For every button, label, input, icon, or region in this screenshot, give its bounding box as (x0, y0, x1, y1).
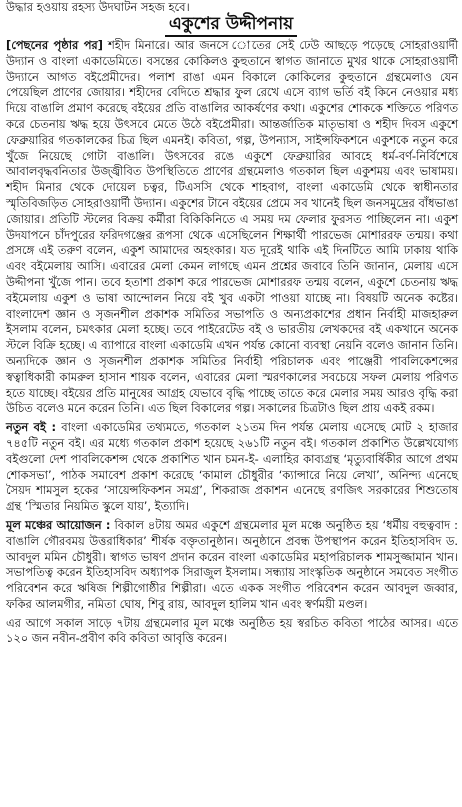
subheading-new-books: নতুন বই : (6, 420, 57, 435)
continuation-marker: [পেছনের পৃষ্ঠার পর] (6, 38, 103, 52)
paragraph-text: বাংলা একাডেমির তথ্যমতে, গতকাল ২১তম দিন পর্যন্ত মেলায় এসেছে মোট ২ হাজার ৭৪৫টি নতুন বই। এর মধ্যে গতকাল প্রকাশ হয়েছে ২৬১টি নতুন বই। গতকাল প্রকাশিত উল্লেখযোগ্য বইগুলো দেশ পাবলিকেশন্স থেকে প্রকাশিত খান চমন-ই- এলাহির কাব্যগ্রন্থ ‘মৃত্যুবার্ষিকীর আগে প্রথম শোকসভা’, পাঠক সমাবেশ প্রকাশ করেছে ‘কামাল চৌধুরীর ‘ক্যান্সারে নিয়ে লেখা’, অনিন্দ্য এনেছে সৈয়দ শামসুল হকের ‘সায়েন্সফিকশন সমগ্র’, শিকরাজ প্রকাশন এনেছে রণজিৎ সরকারের শিশুতোষ গ্রন্থ ‘স্মিতার নিয়মিত স্কুলে যায়’, ইত্যাদি। (6, 420, 458, 514)
paragraph-text: বিকাল ৪টায় অমর একুশে গ্রন্থমেলার মূল মঞ্চে অনুষ্ঠিত হয় ‘ধর্মীয় বহুত্ববাদ : বাঙালি গৌরবময় উত্তরাধিকার’ শীর্ষক বক্তৃতানুষ্ঠান। অনুষ্ঠানে প্রবন্ধ উপস্থাপন করেন ইতিহাসবিদ ড. আবদুল মমিন চৌধুরী। স্বাগত ভাষণ প্রদান করেন বাংলা একাডেমির মহাপরিচালক শামসুজ্জামান খান। সভাপতিত্ব করেন ইতিহাসবিদ অধ্যাপক সিরাজুল ইসলাম। সন্ধ্যায় সাংস্কৃতিক অনুষ্ঠানে সমবেত সংগীত পরিবেশন করে ঋষিজ শিল্পীগোষ্ঠীর শিল্পীরা। এতে একক সংগীত পরিবেশন করেন আবদুল জব্বার, ফকির আলমগীর, নমিতা ঘোষ, শিবু রায়, আবদুল হালিম খান এবং স্বর্ণময়ী মণ্ডল। (6, 517, 458, 611)
article-paragraph-4 (6, 616, 458, 648)
headline: একুশের উদ্দীপনায় (165, 13, 297, 37)
article-paragraph-2 (6, 420, 458, 515)
subheading-main-stage: মূল মঞ্চের আয়োজন : (6, 517, 111, 532)
article-paragraph-3 (6, 518, 458, 613)
headline-wrapper (0, 13, 462, 37)
paragraph-text: শহীদ মিনারে। আর জনসে োতের সেই ঢেউ আছড়ে পড়েছে সোহরাওয়ার্দী উদ্যান ও বাংলা একাডেমিতে। বসন্তের কোকিলও কুহুতানে স্বাগত জানাতে মুখর থাকে সোহরাওয়ার্দী উদ্যানে আগত বইপ্রেমীদের। পলাশ রাঙা এমন বিকালে কোকিলের কুহুতানে গ্রন্থমেলাও যেন পেয়েছিল প্রাণের জোয়ার। শহীদের বেদিতে শ্রদ্ধার ফুল রেখে এসে ব্যাগ ভর্তি বই কিনে নেওয়ার মধ্য দিয়ে বাঙালি প্রমাণ করেছে বইয়ের প্রতি বাঙালির আকর্ষণের কথা। একুশের শোককে শক্তিতে পরিণত করে চেতনায় ঋদ্ধ হয়ে উৎসবে মেতে উঠে বইপ্রেমীরা। আন্তর্জাতিক মাতৃভাষা ও শহীদ দিবস একুশে ফেব্রুয়ারির গতকালকের চিত্র ছিল এমনই। কবিতা, গল্প, উপন্যাস, সাইন্সফিকশনে একুশকে নতুন করে খুঁজে নিয়েছে গোটা বাঙালি। উৎসবের রঙে একুশে ফেব্রুয়ারির আবহে ধর্ম-বর্ণ-নির্বিশেষে আবালবৃদ্ধবনিতার উজ্জ্বীবিত উপস্থিতিতে প্রাণের গ্রন্থমেলাও গতকাল ছিল একুশময় এবং ভাষাময়। শহীদ মিনার থেকে দোয়েল চত্বর, টিএসসি থেকে শাহবাগ, বাংলা একাডেমি থেকে স্বাধীনতার স্মৃতিবিজড়িত সোহরাওয়ার্দী উদ্যান। একুশের টানে বইয়ের প্রেমে সব খানেই ছিল জনসমুদ্রের বাঁধভাঙা জোয়ার। প্রতিটি স্টলের বিক্রয় কর্মীরা বিকিকিনিতে এ সময় দম ফেলার ফুরসত পাচ্ছিলেন না। একুশ উদযাপনে চাঁদপুরের ফরিদগঞ্জের রূপসা থেকে এসেছিলেন শিক্ষার্থী পারভেজ মোশাররফ তন্ময়। কথা প্রসঙ্গে এই তরুণ বলেন, একুশ আমাদের অহংকার। যত দূরেই থাকি এই দিনটিতে আমি ঢাকায় থাকি এবং বইমেলায় আসি। এবারের মেলা কেমন লাগছে এমন প্রশ্নের জবাবে তিনি জানান, মেলায় এসে উদ্দীপনা খুঁজে পান। তবে হতাশা প্রকাশ করে পারভেজ মোশাররফ তন্ময় বলেন, একুশে চেতনায় ঋদ্ধ বইমেলায় একুশ ও ভাষা আন্দোলন নিয়ে বই খুব একটা পাওয়া যাচ্ছে না। বিষয়টি অনেক কষ্টের। বাংলাদেশ জ্ঞান ও সৃজনশীল প্রকাশক সমিতির সভাপতি ও অন্যপ্রকাশের প্রধান নির্বাহী মাজহারুল ইসলাম বলেন, চমৎকার মেলা হচ্ছে। তবে পাইরেটেড বই ও ভারতীয় লেখকদের বই একখানে অনেক স্টলে বিক্রি হচ্ছে। এ ব্যাপারে বাংলা একাডেমি এখন পর্যন্ত কোনো ব্যবস্থা নেয়নি বলেও জানান তিনি। অন্যদিকে জ্ঞান ও সৃজনশীল প্রকাশক সমিতির নির্বাহী পরিচালক এবং পাঞ্জেরী পাবলিকেশন্সের স্বত্বাধিকারী কামরুল হাসান শায়ক বলেন, এবারের মেলা স্মরণকালের সবচেয়ে সফল মেলায় পরিণত হতে যাচ্ছে। বইয়ের প্রতি মানুষের আগ্রহ যেভাবে বৃদ্ধি পাচ্ছে তাতে করে মেলার সময় আরও বৃদ্ধি করা উচিত বলেও মনে করেন তিনি। এত ছিল বিকালের গল্প। সকালের চিত্রটাও ছিল প্রায় একই রকম। (6, 38, 459, 416)
previous-article-fragment: উদ্ধার হওয়ায় রহস্য উদঘাটন সহজ হবে। (6, 0, 190, 14)
paragraph-text: এর আগে সকাল সাড়ে ৭টায় গ্রন্থমেলার মূল মঞ্চে অনুষ্ঠিত হয় স্বরচিত কবিতা পাঠের আসর। এতে ১২০ জন নবীন-প্রবীণ কবি কবিতা আবৃত্তি করেন। (6, 615, 458, 646)
article-paragraph-1 (6, 38, 458, 417)
article-body (6, 38, 458, 647)
